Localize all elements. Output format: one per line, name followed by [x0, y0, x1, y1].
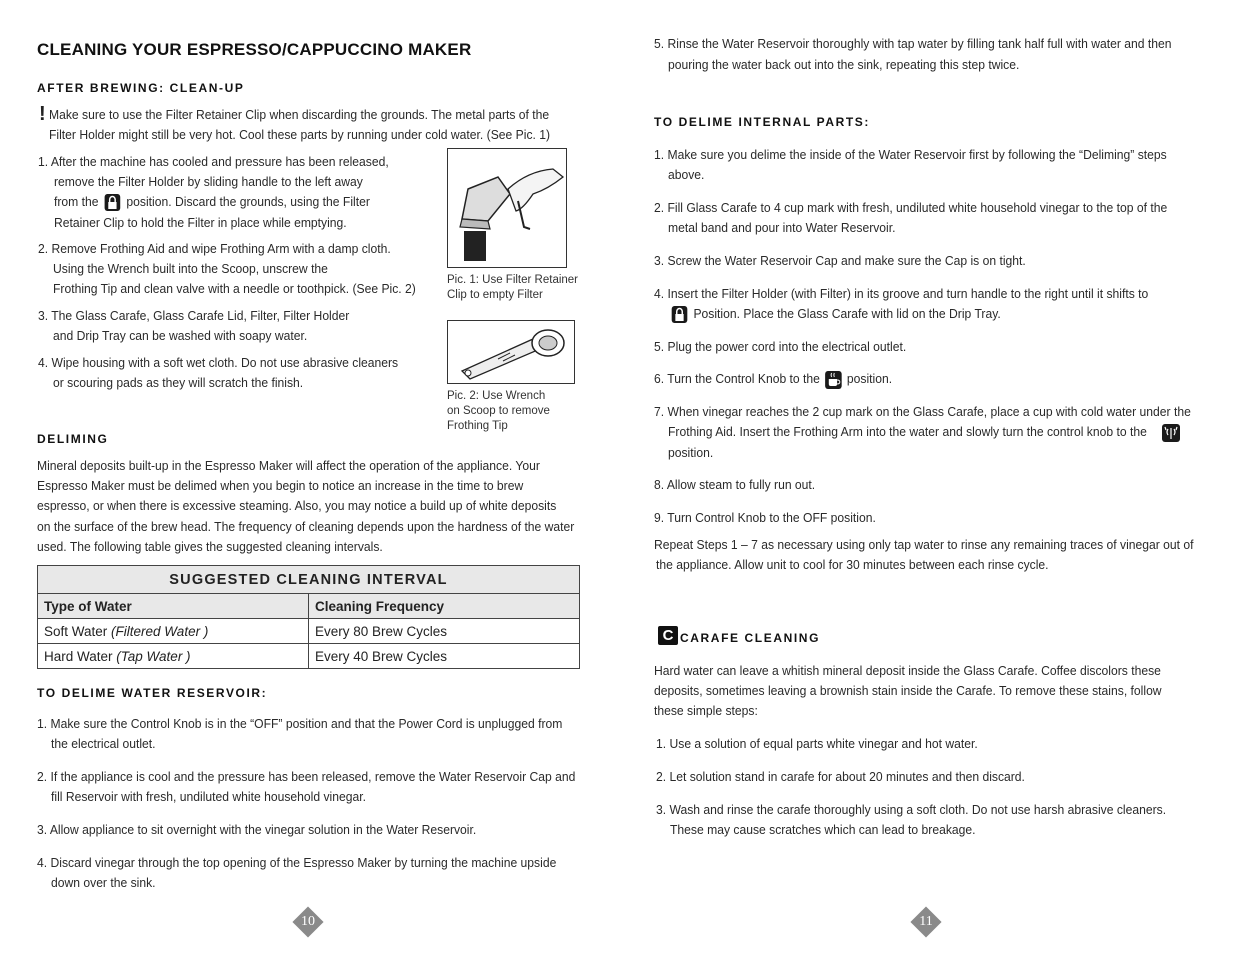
- carafe-cleaning-heading: CARAFE CLEANING: [680, 631, 820, 645]
- warning-mark: !: [39, 103, 46, 125]
- step-line: 4. Discard vinegar through the top opening of the Espresso Maker by turning the machine upside: [37, 855, 557, 870]
- pic1-filter-retainer-illustration: [447, 148, 567, 268]
- step-line: or scouring pads as they will scratch the finish.: [53, 375, 304, 390]
- step-line: fill Reservoir with fresh, undiluted white household vinegar.: [51, 789, 366, 804]
- step-line: [654, 369, 892, 389]
- step-line: Frothing Aid. Insert the Frothing Arm into the water and slowly turn the control knob to the: [668, 424, 1147, 439]
- step-line: 4. Wipe housing with a soft wet cloth. Do not use abrasive cleaners: [38, 355, 399, 370]
- table-row: [38, 619, 580, 644]
- step-line: 5. Rinse the Water Reservoir thoroughly with tap water by filling tank half full with water and then: [654, 36, 1172, 51]
- water-note: (Filtered Water ): [111, 623, 209, 639]
- page-number: 11: [919, 914, 933, 929]
- caption-line: Pic. 1: Use Filter Retainer: [447, 274, 579, 286]
- paragraph-line: espresso, or when there is excessive steaming. Also, you may notice a build up of white deposits: [37, 498, 557, 513]
- step-line: metal band and pour into Water Reservoir.: [668, 220, 896, 235]
- caption-line: Frothing Tip: [447, 420, 508, 432]
- step-line: pouring the water back out into the sink, repeating this step twice.: [668, 57, 1020, 72]
- caption-line: Pic. 2: Use Wrench: [447, 390, 546, 402]
- step-text: from the: [54, 194, 99, 209]
- step-line: [54, 192, 370, 212]
- paragraph-line: Hard water can leave a whitish mineral deposit inside the Glass Carafe. Coffee discolors these: [654, 663, 1161, 678]
- cleaning-interval-table: [37, 565, 580, 669]
- table-cell: Every 80 Brew Cycles: [309, 619, 580, 644]
- lock-icon: [105, 194, 121, 211]
- step-line: 2. If the appliance is cool and the pressure has been released, remove the Water Reservoir Cap and: [37, 769, 576, 784]
- page-number: 10: [301, 914, 315, 929]
- table-row: [38, 644, 580, 669]
- page-title: CLEANING YOUR ESPRESSO/CAPPUCCINO MAKER: [37, 40, 472, 59]
- caption-line: Clip to empty Filter: [447, 289, 543, 301]
- steam-icon-box: [1162, 424, 1180, 442]
- pic2-caption: [447, 389, 550, 434]
- step-line: 3. Allow appliance to sit overnight with the vinegar solution in the Water Reservoir.: [37, 822, 477, 837]
- step-line: 3. Wash and rinse the carafe thoroughly using a soft cloth. Do not use harsh abrasive cleaners.: [656, 802, 1167, 817]
- paragraph-line: Repeat Steps 1 – 7 as necessary using only tap water to rinse any remaining traces of vinegar out of: [654, 537, 1194, 552]
- step-line: 2. Let solution stand in carafe for about 20 minutes and then discard.: [656, 769, 1025, 784]
- delime-reservoir-heading: TO DELIME WATER RESERVOIR:: [37, 686, 268, 700]
- step-line: 8. Allow steam to fully run out.: [654, 477, 816, 492]
- step-line: 4. Insert the Filter Holder (with Filter) in its groove and turn handle to the right until it shifts to: [654, 286, 1149, 301]
- paragraph-line: Espresso Maker must be delimed when you begin to notice an increase in the time to brew: [37, 478, 524, 493]
- caption-line: on Scoop to remove: [447, 405, 550, 417]
- step-line: position.: [668, 445, 714, 460]
- table-cell: Every 40 Brew Cycles: [309, 644, 580, 669]
- step-line: 5. Plug the power cord into the electrical outlet.: [654, 339, 907, 354]
- after-brewing-heading: AFTER BREWING: CLEAN-UP: [37, 81, 245, 95]
- step-line: the electrical outlet.: [51, 736, 156, 751]
- step-line: 1. After the machine has cooled and pressure has been released,: [38, 154, 389, 169]
- step-line: remove the Filter Holder by sliding handle to the left away: [54, 174, 363, 189]
- water-note: (Tap Water ): [116, 648, 191, 664]
- delime-internal-heading: TO DELIME INTERNAL PARTS:: [654, 115, 871, 129]
- paragraph-line: deposits, sometimes leaving a brownish stain inside the Carafe. To remove these stains, follow: [654, 683, 1162, 698]
- step-line: [668, 304, 1001, 324]
- step-line: 3. The Glass Carafe, Glass Carafe Lid, Filter, Filter Holder: [38, 308, 350, 323]
- step-line: These may cause scratches which can lead to breakage.: [670, 822, 976, 837]
- table-header-frequency: Cleaning Frequency: [309, 594, 580, 619]
- warning-line: Filter Holder might still be very hot. Cool these parts by running under cold water. (See Pic. 1): [49, 127, 551, 142]
- step-text: position. Discard the grounds, using the Filter: [126, 194, 370, 209]
- step-line: Retainer Clip to hold the Filter in place while emptying.: [54, 215, 347, 230]
- step-line: and Drip Tray can be washed with soapy water.: [53, 328, 308, 343]
- water-type: Hard Water: [44, 648, 113, 664]
- step-line: 1. Use a solution of equal parts white vinegar and hot water.: [656, 736, 978, 751]
- carafe-c-icon: C: [658, 626, 678, 645]
- step-line: down over the sink.: [51, 875, 156, 890]
- step-line: 1. Make sure the Control Knob is in the “OFF” position and that the Power Cord is unplugged from: [37, 716, 563, 731]
- paragraph-line: Mineral deposits built-up in the Espresso Maker will affect the operation of the appliance. Your: [37, 458, 540, 473]
- table-header-water: Type of Water: [38, 594, 309, 619]
- step-line: 9. Turn Control Knob to the OFF position.: [654, 510, 876, 525]
- paragraph-line: used. The following table gives the suggested cleaning intervals.: [37, 539, 383, 554]
- paragraph-line: these simple steps:: [654, 703, 758, 718]
- table-cell: [38, 644, 309, 669]
- deliming-heading: DELIMING: [37, 432, 109, 446]
- steam-icon: [1162, 424, 1180, 442]
- step-line: Frothing Tip and clean valve with a needle or toothpick. (See Pic. 2): [53, 281, 416, 296]
- step-text: 6. Turn the Control Knob to the: [654, 371, 820, 386]
- pic1-caption: [447, 273, 578, 303]
- step-line: 7. When vinegar reaches the 2 cup mark on the Glass Carafe, place a cup with cold water under the: [654, 404, 1191, 419]
- step-line: 2. Remove Frothing Aid and wipe Frothing Arm with a damp cloth.: [38, 241, 391, 256]
- step-text: position.: [846, 371, 893, 386]
- step-text: Position. Place the Glass Carafe with lid on the Drip Tray.: [693, 306, 1001, 321]
- pic2-scoop-wrench-illustration: [447, 320, 575, 384]
- step-line: 2. Fill Glass Carafe to 4 cup mark with fresh, undiluted white household vinegar to the top of the: [654, 200, 1168, 215]
- step-line: Using the Wrench built into the Scoop, unscrew the: [53, 261, 328, 276]
- paragraph-line: on the surface of the brew head. The frequency of cleaning depends upon the hardness of the water: [37, 519, 575, 534]
- paragraph-line: the appliance. Allow unit to cool for 30 minutes between each rinse cycle.: [656, 557, 1049, 572]
- step-line: 1. Make sure you delime the inside of the Water Reservoir first by following the “Deliming” steps: [654, 147, 1167, 162]
- water-type: Soft Water: [44, 623, 108, 639]
- table-cell: [38, 619, 309, 644]
- step-line: above.: [668, 167, 705, 182]
- step-line: 3. Screw the Water Reservoir Cap and make sure the Cap is on tight.: [654, 253, 1026, 268]
- warning-line: Make sure to use the Filter Retainer Clip when discarding the grounds. The metal parts of the: [49, 107, 550, 122]
- table-title: SUGGESTED CLEANING INTERVAL: [38, 566, 580, 594]
- lock-icon: [672, 306, 688, 323]
- brew-cup-icon: [825, 371, 842, 389]
